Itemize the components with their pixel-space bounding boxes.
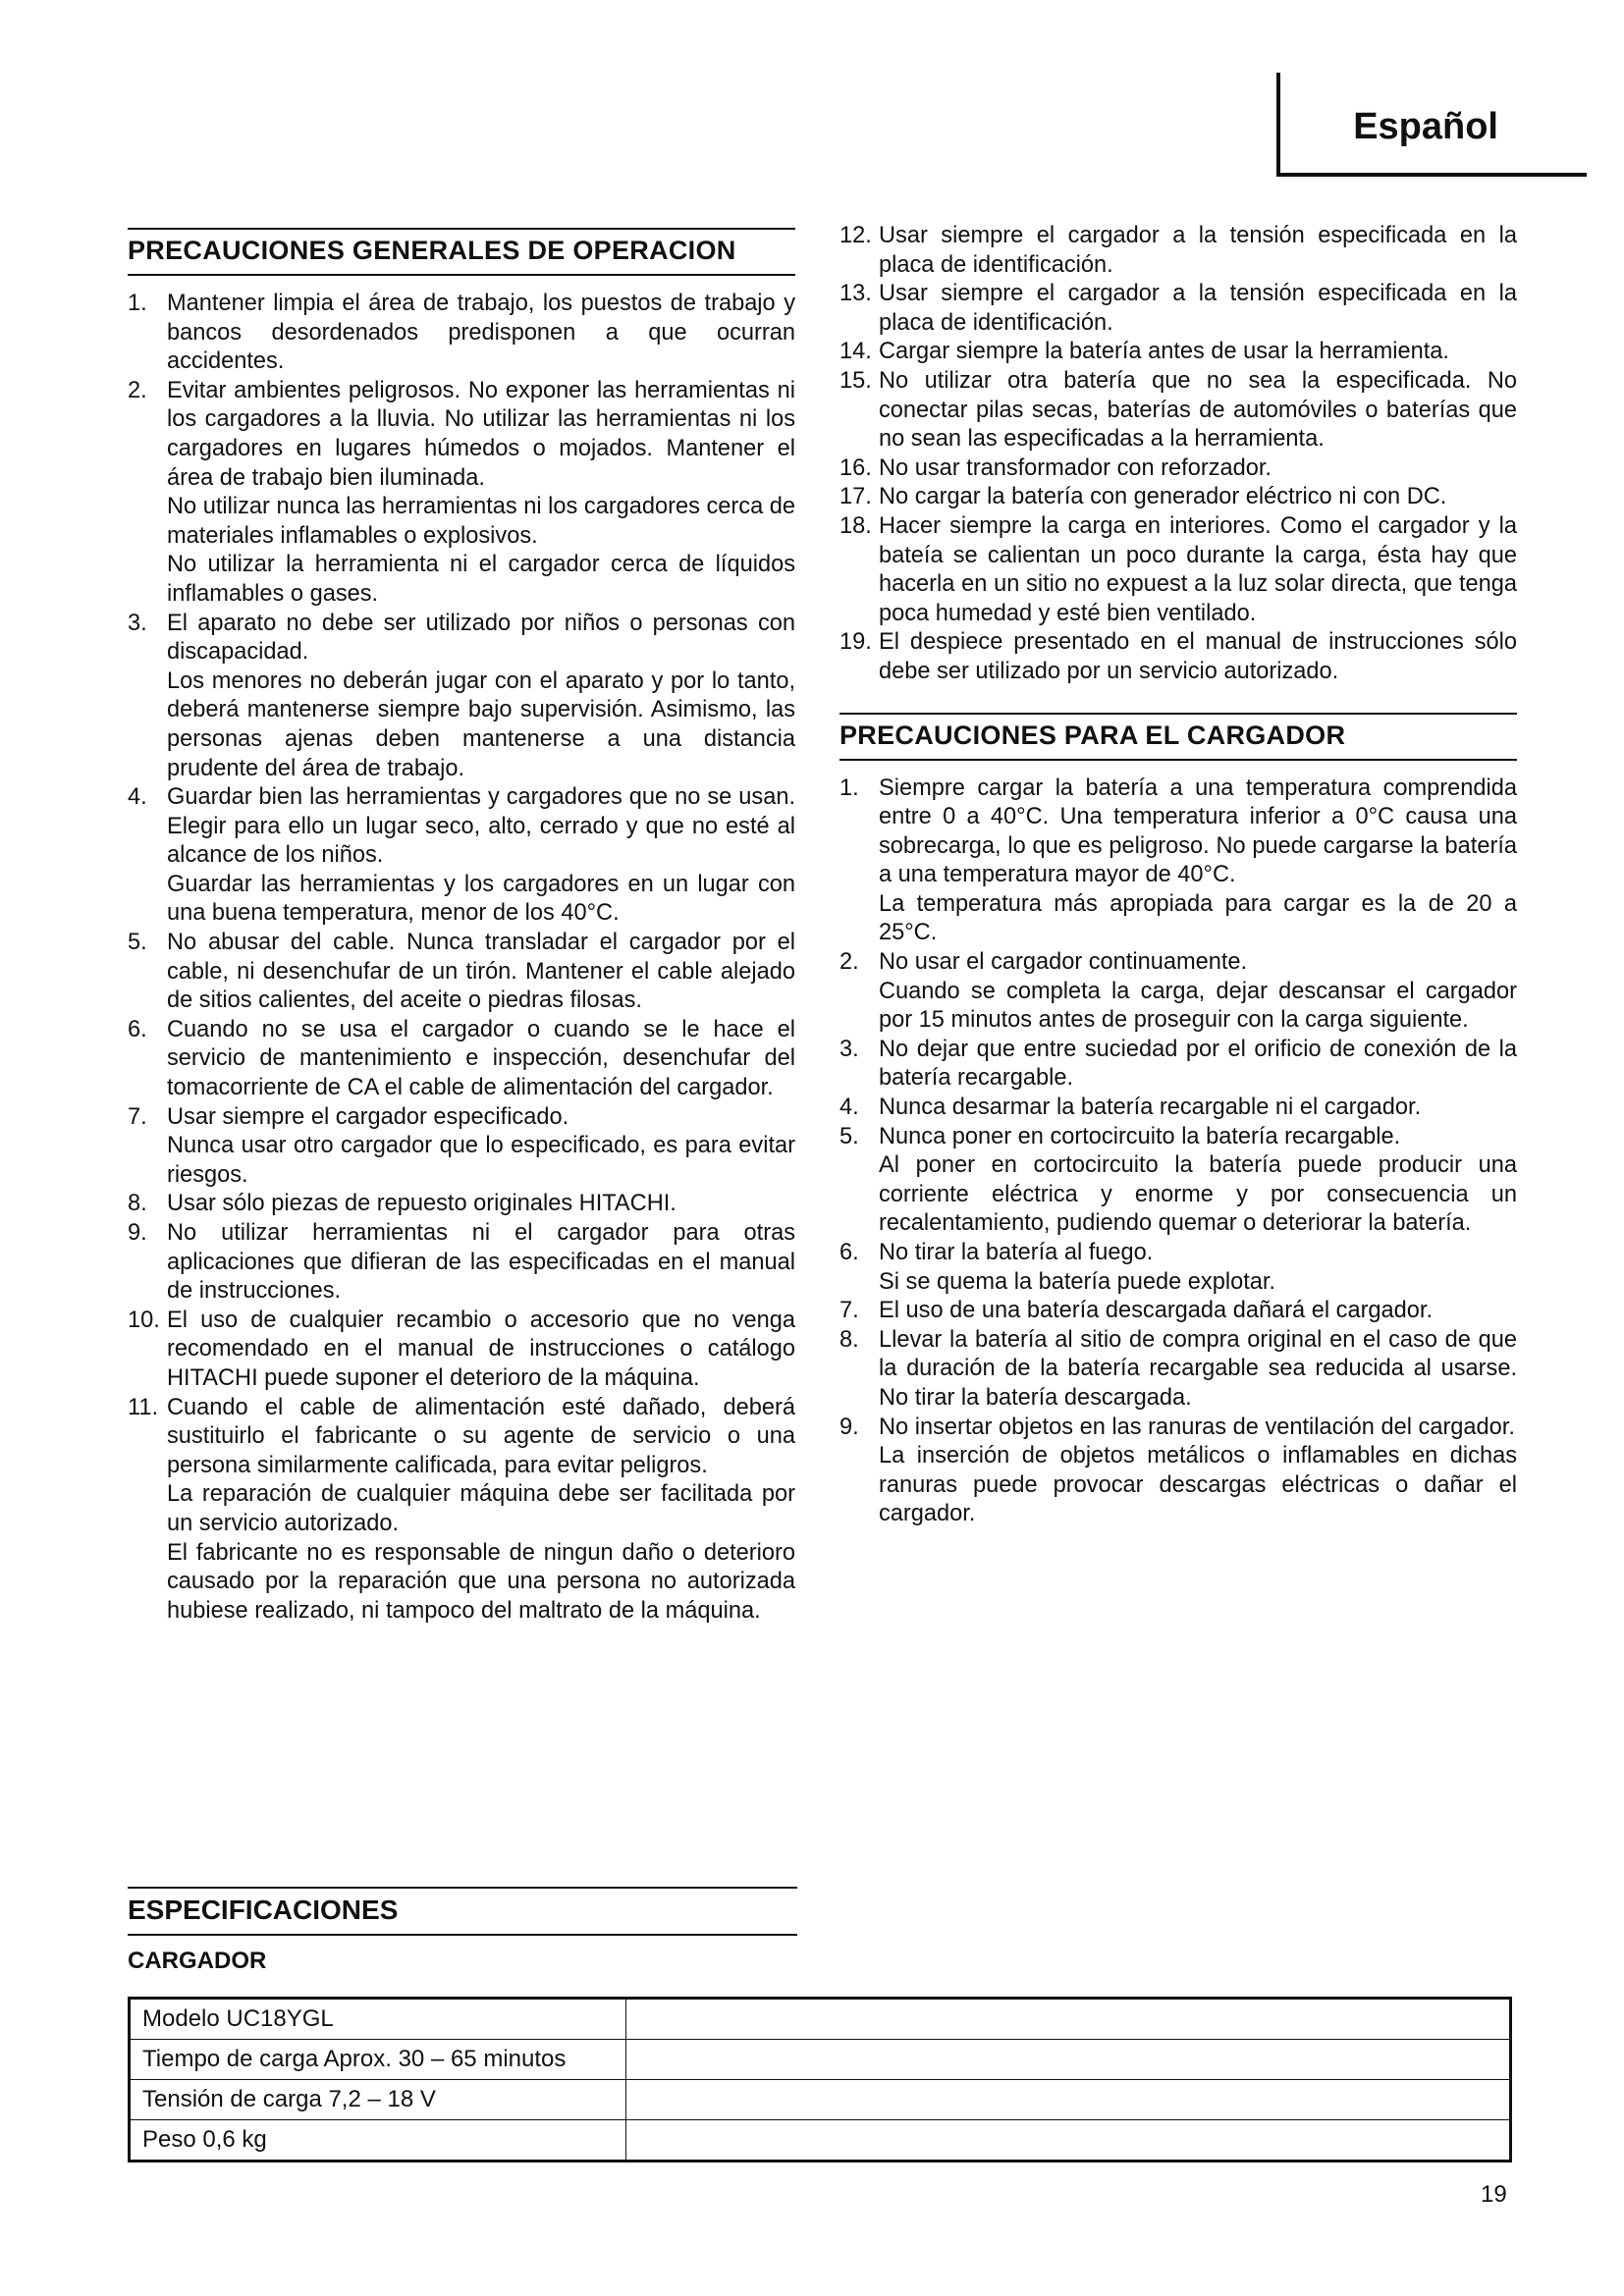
list-item [128,290,795,377]
list-item [839,1036,1517,1094]
list-item [839,280,1517,338]
item-text: No utilizar otra batería que no sea la especificada. No conectar pilas secas, baterías de automóviles o baterías que no sean las especificadas a la herramienta. [879,367,1517,453]
item-text: Cuando no se usa el cargador o cuando se le hace el servicio de mantenimiento e inspección, desenchufar del tomacorriente de CA el cable de alimentación del cargador. [167,1016,795,1101]
language-label: Español [1353,106,1498,147]
charger-precautions-list [839,774,1517,1529]
item-text: No cargar la batería con generador eléctrico ni con DC. [879,484,1447,510]
list-item [839,1297,1517,1326]
item-text: Usar siempre el cargador especificado. [167,1103,569,1130]
specifications-table [128,1997,1512,2163]
list-item [839,628,1517,686]
list-item [128,1394,795,1627]
item-number: 6. [128,1016,147,1042]
list-item [839,1123,1517,1239]
item-number: 9. [128,1220,147,1246]
spec-cell: Tensión de carga 7,2 – 18 V [130,2080,626,2120]
item-number: 1. [128,291,147,316]
list-item [128,1103,795,1191]
item-number: 2. [128,377,147,403]
item-number: 3. [128,610,147,636]
item-text: Cargar siempre la batería antes de usar la herramienta. [879,339,1449,365]
item-text: La inserción de objetos metálicos o inflamables en dichas ranuras puede provocar descargas eléctricas o dañar el cargador. [879,1443,1517,1527]
spec-value-cell [626,2080,1511,2120]
item-number: 18. [839,512,872,539]
left-column [128,228,795,1626]
item-text: Usar siempre el cargador a la tensión especificada en la placa de identificación. [879,223,1517,278]
item-text: Guardar bien las herramientas y cargadores que no se usan. Elegir para ello un lugar seco, alto, cerrado y que no esté al alcance de los niños. [167,784,795,869]
table-row [130,2040,1511,2080]
item-number: 10. [128,1307,160,1333]
list-item [839,1326,1517,1414]
list-item [128,1219,795,1307]
item-number: 5. [128,930,147,956]
item-number: 6. [839,1240,859,1265]
list-item [839,222,1517,280]
item-text: La reparación de cualquier máquina debe ser facilitada por un servicio autorizado. [167,1481,795,1536]
item-text: No usar transformador con reforzador. [879,454,1272,481]
list-item [128,610,795,784]
item-text: Nunca usar otro cargador que lo especificado, es para evitar riesgos. [167,1133,795,1188]
list-item [839,1414,1517,1529]
item-text: El despiece presentado en el manual de instrucciones sólo debe ser utilizado por un servicio autorizado. [879,629,1517,684]
item-text: Cuando el cable de alimentación esté dañado, deberá sustituirlo el fabricante o su agente de servicio o una persona similarmente calificada, para evitar peligros. [167,1394,795,1478]
item-text: No utilizar nunca las herramientas ni los cargadores cerca de materiales inflamables o explosivos. [167,494,795,549]
item-text: Usar sólo piezas de repuesto originales HITACHI. [167,1191,677,1217]
specifications-section [128,1887,1512,2153]
item-number: 7. [128,1103,147,1130]
table-row [130,1999,1511,2040]
item-number: 11. [128,1394,159,1420]
item-text: No usar el cargador continuamente. [879,949,1248,976]
item-text: Al poner en cortocircuito la batería puede producir una corriente eléctrica y enorme y por consecuencia un recalentamiento, pudiendo quemar o deteriorar la batería. [879,1152,1517,1237]
item-text: Guardar las herramientas y los cargadores en un lugar con una buena temperatura, menor de los 40°C. [167,871,795,927]
list-item [128,929,795,1016]
general-precautions-title: PRECAUCIONES GENERALES DE OPERACION [128,228,795,276]
item-text: Mantener limpia el área de trabajo, los puestos de trabajo y bancos desordenados predisponen a que ocurran accidentes. [167,291,795,375]
list-item [128,1190,795,1219]
list-item [839,1239,1517,1297]
list-item [839,454,1517,484]
item-text: Si se quema la batería puede explotar. [879,1268,1275,1295]
item-text: El uso de cualquier recambio o accesorio que no venga recomendado en el manual de instrucciones o catálogo HITACHI puede suponer el deterioro de la máquina. [167,1307,795,1391]
item-number: 4. [128,784,147,811]
item-number: 8. [128,1191,147,1217]
item-text: La temperatura más apropiada para cargar es la de 20 a 25°C. [879,890,1517,946]
item-text: Nunca poner en cortocircuito la batería recargable. [879,1123,1401,1149]
specifications-subtitle: CARGADOR [128,1948,267,1974]
general-precautions-list [128,290,795,1626]
item-number: 12. [839,223,872,248]
list-item [128,377,795,610]
item-text: Evitar ambientes peligrosos. No exponer las herramientas ni los cargadores a la lluvia. No utilizar las herramientas ni los cargadores en lugares húmedos o mojados. Mantener el área de trabajo bien iluminada. [167,377,795,491]
list-item [839,367,1517,454]
item-number: 2. [839,949,859,976]
list-item [839,338,1517,367]
list-item [128,1016,795,1103]
item-text: Los menores no deberán jugar con el aparato y por lo tanto, deberá mantenerse siempre bajo supervisión. Asimismo, las personas ajenas deben mantenerse a una distancia prudente del área de trabajo. [167,667,795,781]
item-text: Hacer siempre la carga en interiores. Como el cargador y la bateía se calientan un poco durante la carga, ésta hay que hacerla en un sitio no expuest a la luz solar directa, que tenga poca humedad y esté bien ventilado. [879,512,1517,626]
item-number: 4. [839,1095,859,1121]
item-number: 5. [839,1123,859,1149]
item-number: 3. [839,1036,859,1062]
language-tab [1276,73,1587,177]
item-number: 9. [839,1414,859,1440]
spec-cell: Peso 0,6 kg [130,2120,626,2162]
item-number: 17. [839,484,872,510]
list-item [839,512,1517,628]
list-item [839,483,1517,512]
list-item [839,1094,1517,1123]
item-number: 15. [839,367,872,394]
item-number: 8. [839,1326,859,1353]
list-item [839,774,1517,949]
page-number: 19 [1481,2181,1507,2208]
item-number: 1. [839,774,859,801]
spec-value-cell [626,2120,1511,2162]
item-text: Llevar la batería al sitio de compra original en el caso de que la duración de la batería recargable sea reducida al usarse. No tirar la batería descargada. [879,1326,1517,1411]
list-item [839,948,1517,1036]
list-item [128,1307,795,1394]
general-precautions-list-continued [839,222,1517,687]
item-text: No tirar la batería al fuego. [879,1240,1154,1265]
item-text: No abusar del cable. Nunca transladar el cargador por el cable, ni desenchufar de un tirón. Mantener el cable alejado de sitios calientes, del aceite o piedras filosas. [167,930,795,1014]
spec-cell: Tiempo de carga Aprox. 30 – 65 minutos [130,2040,626,2080]
item-text: No insertar objetos en las ranuras de ventilación del cargador. [879,1414,1515,1440]
item-text: Cuando se completa la carga, dejar descansar el cargador por 15 minutos antes de proseguir con la carga siguiente. [879,978,1517,1034]
item-number: 16. [839,454,872,481]
item-number: 19. [839,629,872,656]
spec-value-cell [626,1999,1511,2040]
table-row [130,2120,1511,2162]
item-text: El aparato no debe ser utilizado por niños o personas con discapacidad. [167,610,795,666]
item-number: 7. [839,1298,859,1324]
charger-precautions-title: PRECAUCIONES PARA EL CARGADOR [839,713,1517,761]
item-text: Usar siempre el cargador a la tensión especificada en la placa de identificación. [879,281,1517,336]
specifications-title: ESPECIFICACIONES [128,1887,797,1936]
table-row [130,2080,1511,2120]
right-column [839,222,1517,1529]
item-text: No utilizar herramientas ni el cargador para otras aplicaciones que difieran de las especificadas en el manual de instrucciones. [167,1220,795,1305]
item-text: Nunca desarmar la batería recargable ni el cargador. [879,1095,1422,1121]
item-text: El uso de una batería descargada dañará el cargador. [879,1298,1434,1324]
item-text: Siempre cargar la batería a una temperatura comprendida entre 0 a 40°C. Una temperatura inferior a 0°C causa una sobrecarga, lo que es peligroso. No puede cargarse la batería a una temperatura mayor de 40°C. [879,774,1517,888]
item-text: El fabricante no es responsable de ningun daño o deterioro causado por la reparación que una persona no autorizada hubiese realizado, ni tampoco del maltrato de la máquina. [167,1539,795,1624]
item-number: 13. [839,281,872,307]
list-item [128,783,795,929]
item-text: No utilizar la herramienta ni el cargador cerca de líquidos inflamables o gases. [167,552,795,607]
item-text: No dejar que entre suciedad por el orificio de conexión de la batería recargable. [879,1036,1517,1092]
spec-cell: Modelo UC18YGL [130,1999,626,2040]
item-number: 14. [839,339,872,365]
spec-value-cell [626,2040,1511,2080]
